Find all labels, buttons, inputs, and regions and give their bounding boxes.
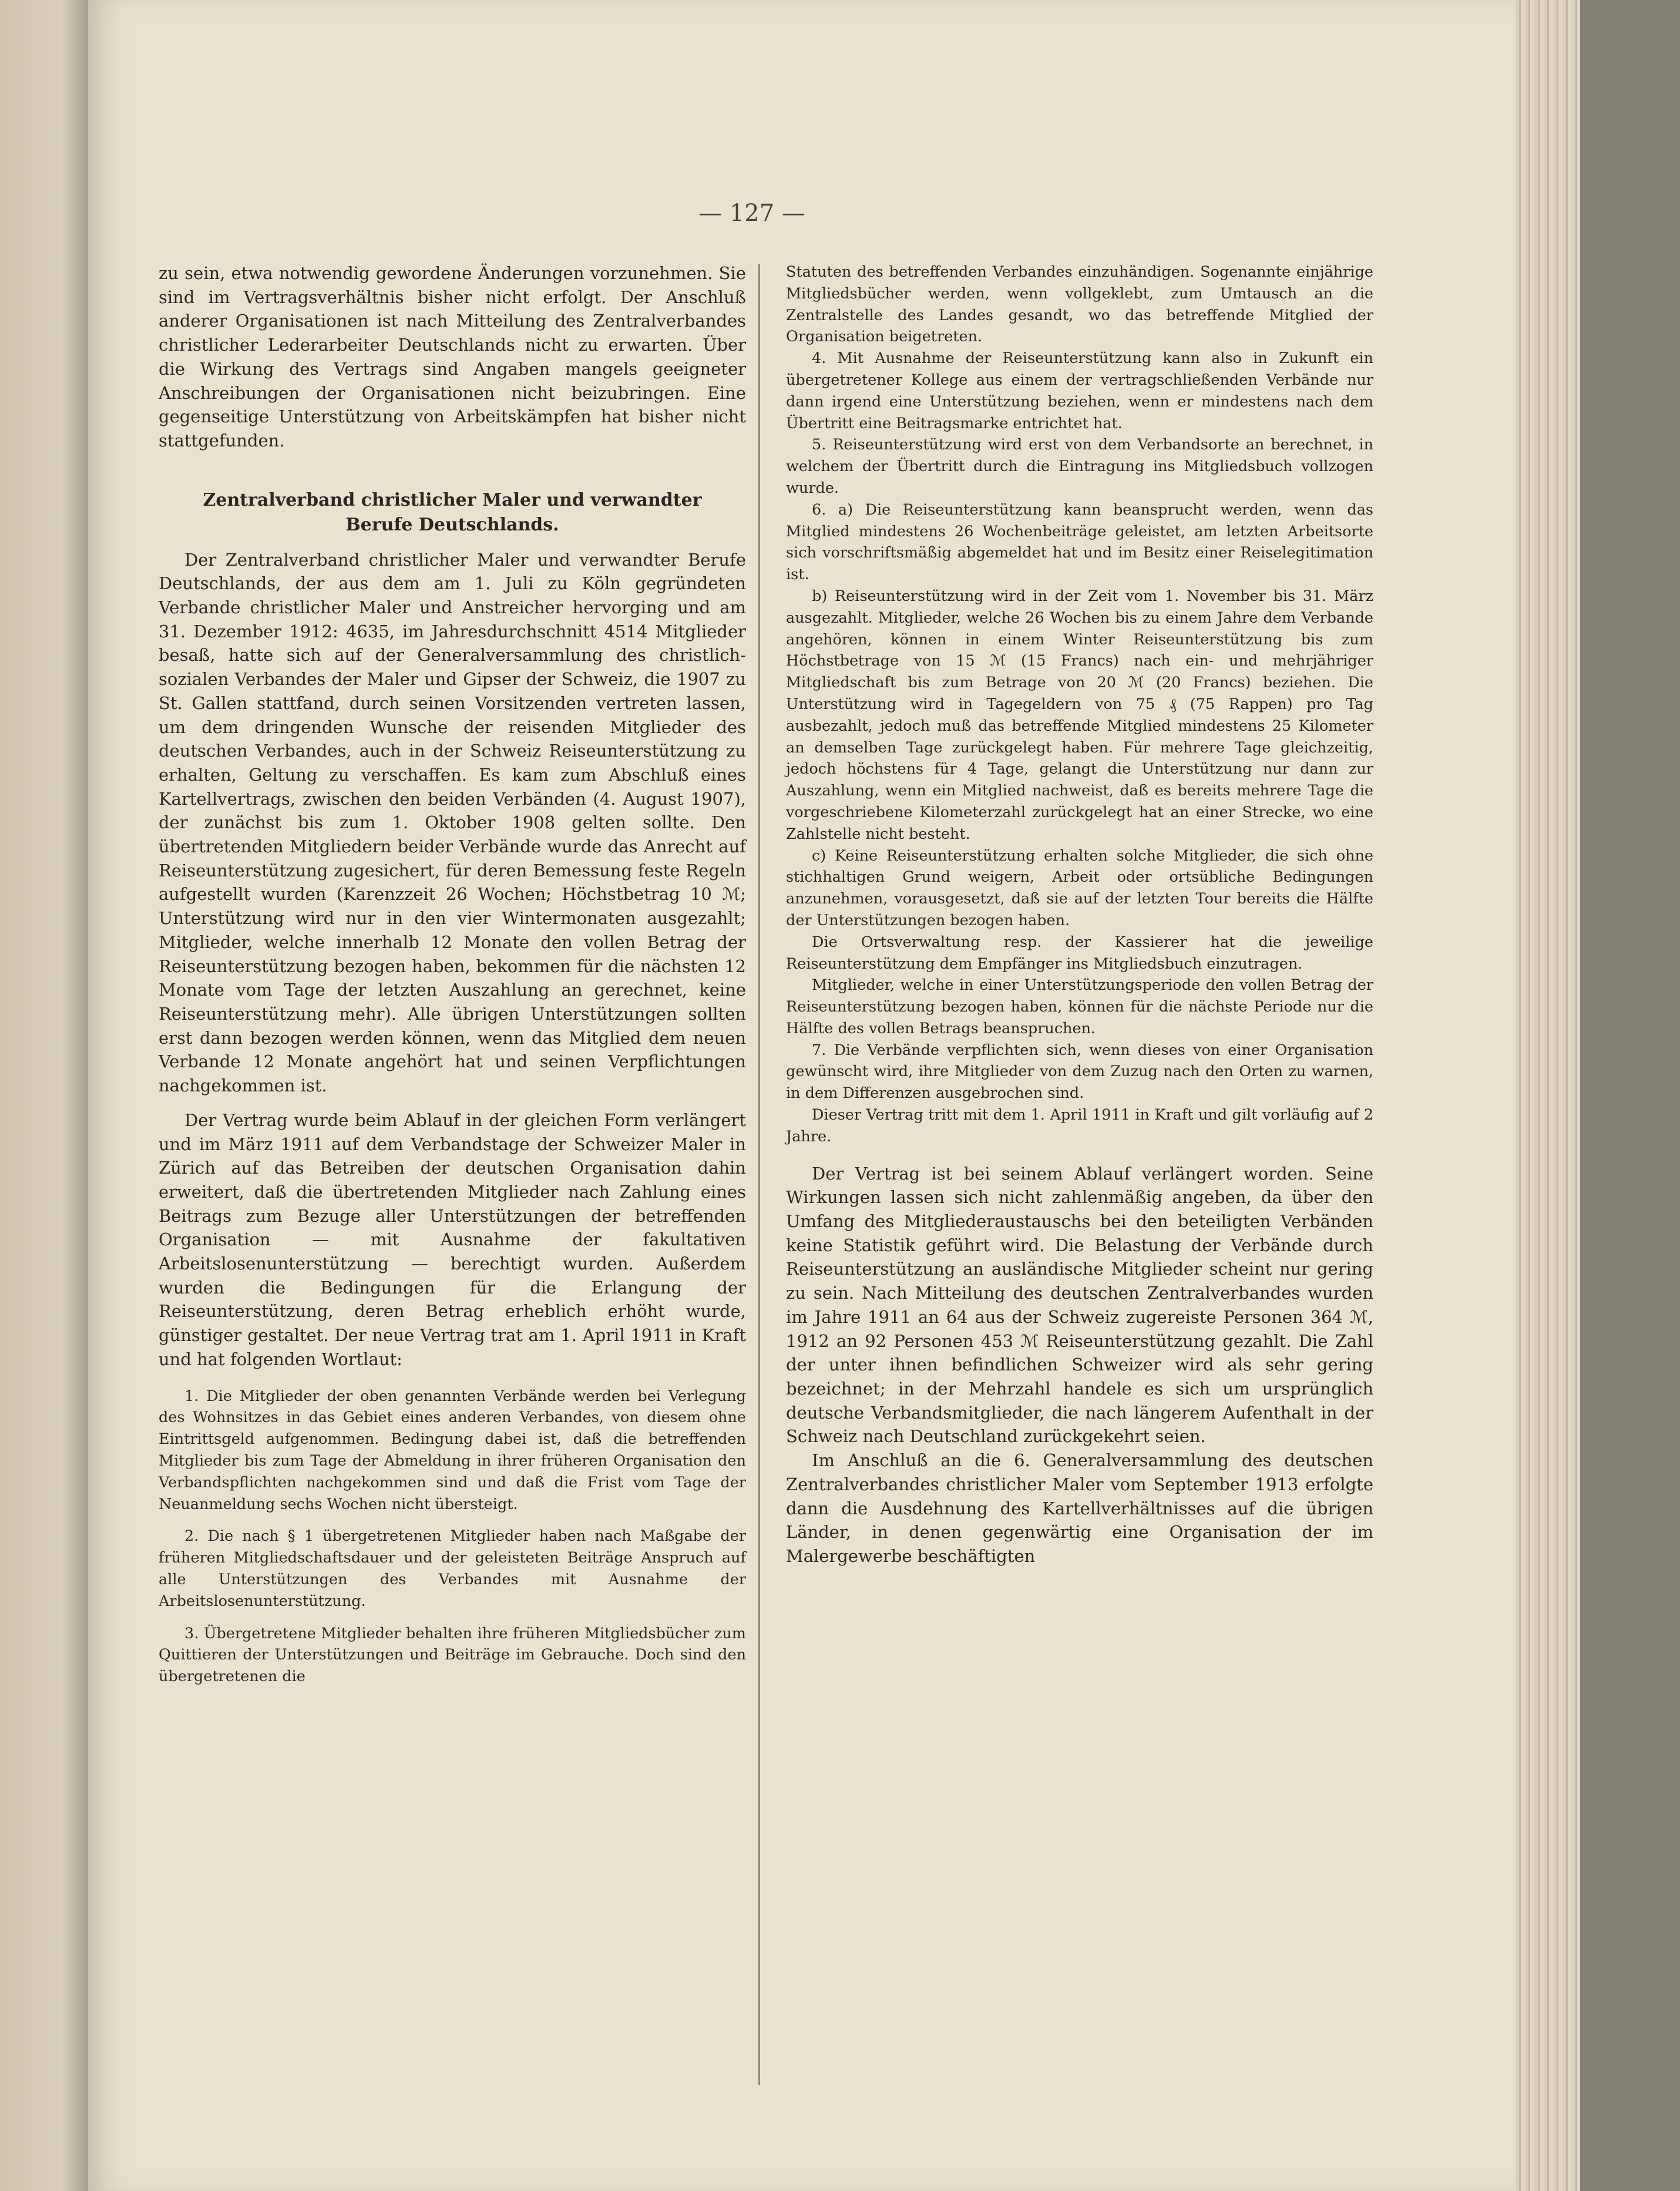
- section-heading: Zentralverband christlicher Maler und verwandter Berufe Deutschlands.: [203, 489, 702, 535]
- contract-item-6e: Mitglieder, welche in einer Unterstützungsperiode den vollen Betrag der Reiseunterstützung bezogen haben, können für die nächste Periode nur die Hälfte des vollen Betrags beanspruchen.: [786, 976, 1373, 1037]
- paragraph-effects: Der Vertrag ist bei seinem Ablauf verlängert worden. Seine Wirkungen lassen sich nicht zahlenmäßig angeben, da über den Umfang des Mitgliederaustauschs bei den beteiligten Verbänden keine Statistik geführt wird. Die Belastung der Verbände durch Reiseunterstützung an ausländische Mitglieder scheint nur gering zu sein. Nach Mitteilung des deutschen Zentralverbandes wurden im Jahre 1911 an 64 aus der Schweiz zugereiste Personen 364 ℳ, 1912 an 92 Personen 453 ℳ Reiseunterstützung gezahlt. Die Zahl der unter ihnen befindlichen Schweizer wird als sehr gering bezeichnet; in der Mehrzahl handele es sich um ursprünglich deutsche Verbandsmitglieder, die nach längerem Aufenthalt in der Schweiz nach Deutschland zurückgekehrt seien.: [786, 1163, 1373, 1447]
- page-stack-edges: [1516, 0, 1580, 2191]
- contract-item-1: 1. Die Mitglieder der oben genannten Verbände werden bei Verlegung des Wohnsitzes in das Gebiet eines anderen Verbandes, von diesem ohne Eintrittsgeld aufgenommen. Bedingung dabei ist, daß die betreffenden Mitglieder bis zum Tage der Abmeldung in ihrer früheren Organisation den Verbandspflichten nachgekommen sind und daß die Frist vom Tage der Neuanmeldung sechs Wochen nicht übersteigt.: [159, 1387, 746, 1513]
- contract-item-4: 4. Mit Ausnahme der Reiseunterstützung kann also in Zukunft ein übergetretener Kollege aus einem der vertragschließenden Verbände nur dann irgend eine Unterstützung beziehen, wenn er mindestens nach dem Übertritt eine Beitragsmarke entrichtet hat.: [786, 350, 1373, 432]
- contract-item-3: 3. Übergetretene Mitglieder behalten ihre früheren Mitgliedsbücher zum Quittieren der Unterstützungen und Beiträge im Gebrauche. Doch sind den übergetretenen die: [159, 1624, 746, 1686]
- column-divider: [758, 264, 760, 2085]
- intro-paragraph: zu sein, etwa notwendig gewordene Änderungen vorzunehmen. Sie sind im Vertragsverhältnis bisher nicht erfolgt. Der Anschluß anderer Organisationen ist nach Mitteilung des Zentralverbandes christlicher Lederarbeiter Deutschlands nicht zu erwarten. Über die Wirkung des Vertrags sind Angaben mangels geeigneter Anschreibungen der Organisationen nicht beizubringen. Eine gegenseitige Unterstützung von Arbeitskämpfen hat bisher nicht stattgefunden.: [159, 263, 746, 451]
- right-column: [786, 261, 1373, 1568]
- contract-item-3-continued: Statuten des betreffenden Verbandes einzuhändigen. Sogenannte einjährige Mitgliedsbücher werden, wenn vollgeklebt, zum Umtausch an die Zentralstelle des Landes gesandt, wo das betreffende Mitglied der Organisation beigetreten.: [786, 263, 1373, 346]
- contract-item-8: Dieser Vertrag tritt mit dem 1. April 1911 in Kraft und gilt vorläufig auf 2 Jahre.: [786, 1106, 1373, 1145]
- contract-item-6a: 6. a) Die Reiseunterstützung kann beansprucht werden, wenn das Mitglied mindestens 26 Wochenbeiträge geleistet, am letzten Arbeitsorte sich vorschriftsmäßig abgemeldet hat und im Besitz einer Reiselegitimation ist.: [786, 500, 1373, 584]
- paragraph-contract: Der Vertrag wurde beim Ablauf in der gleichen Form verlängert und im März 1911 auf dem Verbandstage der Schweizer Maler in Zürich auf das Betreiben der deutschen Organisation dahin erweitert, daß die übertretenden Mitglieder nach Zahlung eines Beitrags zum Bezuge aller Unterstützungen der betreffenden Organisation — mit Ausnahme der fakultativen Arbeitslosenunterstützung — berechtigt wurden. Außerdem wurden die Bedingungen für die Erlangung der Reiseunterstützung, deren Betrag erheblich erhöht wurde, günstiger gestaltet. Der neue Vertrag trat am 1. April 1911 in Kraft und hat folgenden Wortlaut:: [159, 1110, 746, 1369]
- contract-item-6d: Die Ortsverwaltung resp. der Kassierer hat die jeweilige Reiseunterstützung dem Empfänger ins Mitgliedsbuch einzutragen.: [786, 933, 1373, 973]
- contract-item-6b: b) Reiseunterstützung wird in der Zeit vom 1. November bis 31. März ausgezahlt. Mitglieder, welche 26 Wochen bis zu einem Jahre dem Verbande angehören, können in einem Winter Reiseunterstützung bis zum Höchstbetrage von 15 ℳ (15 Francs) nach ein- und mehrjähriger Mitgliedschaft bis zum Betrage von 20 ℳ (20 Francs) beziehen. Die Unterstützung wird in Tagegeldern von 75 ₰ (75 Rappen) pro Tag ausbezahlt, jedoch muß das betreffende Mitglied mindestens 25 Kilometer an demselben Tage zurückgelegt haben. Für mehrere Tage gleichzeitig, jedoch höchstens für 4 Tage, gelangt die Unterstützung nur dann zur Auszahlung, wenn ein Mitglied nachweist, daß es bereits mehrere Tage die vorgeschriebene Kilometerzahl zurückgelegt hat an einer Strecke, wo eine Zahlstelle nicht besteht.: [786, 587, 1373, 843]
- contract-item-7: 7. Die Verbände verpflichten sich, wenn dieses von einer Organisation gewünscht wird, ihre Mitglieder von dem Zuzug nach den Orten zu warnen, in dem Differenzen ausgebrochen sind.: [786, 1041, 1373, 1103]
- scan-margin-right: [1580, 0, 1680, 2191]
- contract-item-5: 5. Reiseunterstützung wird erst von dem Verbandsorte an berechnet, in welchem der Übertritt durch die Eintragung ins Mitgliedsbuch vollzogen wurde.: [786, 436, 1373, 497]
- facing-page-edge: [0, 0, 88, 2191]
- contract-item-6c: c) Keine Reiseunterstützung erhalten solche Mitglieder, die sich ohne stichhaltigen Grund weigern, Arbeit oder ortsübliche Bedingungen anzunehmen, vorausgesetzt, daß sie auf der letzten Tour bereits die Hälfte der Unterstützungen bezogen haben.: [786, 846, 1373, 929]
- page-number: — 127 —: [698, 200, 805, 227]
- left-column: [159, 261, 746, 1688]
- contract-item-2: 2. Die nach § 1 übergetretenen Mitglieder haben nach Maßgabe der früheren Mitgliedschaftsdauer und der geleisteten Beiträge Anspruch auf alle Unterstützungen des Verbandes mit Ausnahme der Arbeitslosenunterstützung.: [159, 1527, 746, 1610]
- paragraph-history: Der Zentralverband christlicher Maler und verwandter Berufe Deutschlands, der aus dem am 1. Juli zu Köln gegründeten Verbande christlicher Maler und Anstreicher hervorging und am 31. Dezember 1912: 4635, im Jahresdurchschnitt 4514 Mitglieder besaß, hatte sich auf der Generalversammlung des christlich-sozialen Verbandes der Maler und Gipser der Schweiz, die 1907 zu St. Gallen stattfand, durch seinen Vorsitzenden vertreten lassen, um dem dringenden Wunsche der reisenden Mitglieder des deutschen Verbandes, auch in der Schweiz Reiseunterstützung zu erhalten, Geltung zu verschaffen. Es kam zum Abschluß eines Kartellvertrags, zwischen den beiden Verbänden (4. August 1907), der zunächst bis zum 1. Oktober 1908 gelten sollte. Den übertretenden Mitgliedern beider Verbände wurde das Anrecht auf Reiseunterstützung zugesichert, für deren Bemessung feste Regeln aufgestellt wurden (Karenzzeit 26 Wochen; Höchstbetrag 10 ℳ; Unterstützung wird nur in den vier Wintermonaten ausgezahlt; Mitglieder, welche innerhalb 12 Monate den vollen Betrag der Reiseunterstützung bezogen haben, bekommen für die nächsten 12 Monate vom Tage der letzten Auszahlung an gerechnet, keine Reiseunterstützung mehr). Alle übrigen Unterstützungen sollten erst dann bezogen werden können, wenn das Mitglied dem neuen Verbande 12 Monate angehört hat und seinen Verpflichtungen nachgekommen ist.: [159, 549, 746, 1096]
- paragraph-extension: Im Anschluß an die 6. Generalversammlung des deutschen Zentralverbandes christlicher Maler vom September 1913 erfolgte dann die Ausdehnung des Kartellverhältnisses auf die übrigen Länder, in denen gegenwärtig eine Organisation der im Malergewerbe beschäftigten: [786, 1450, 1373, 1566]
